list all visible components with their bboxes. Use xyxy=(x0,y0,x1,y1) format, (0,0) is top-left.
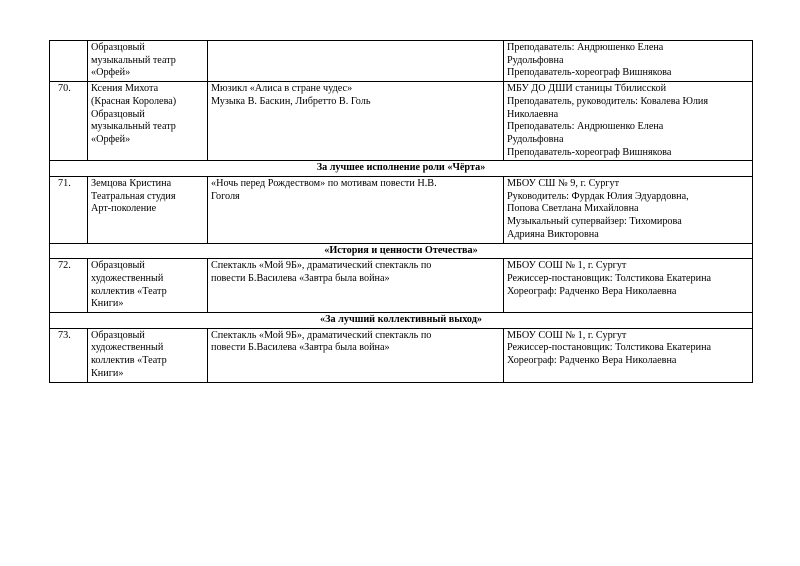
organization-line: Преподаватель: Андрюшенко Елена xyxy=(507,42,664,53)
organization-line: Режиссер-постановщик: Толстикова Екатерина xyxy=(507,272,712,284)
table-row xyxy=(50,328,753,382)
participant-line: Книги» xyxy=(91,298,124,310)
participant-cell xyxy=(88,82,208,161)
row-number: 70. xyxy=(50,82,88,161)
work-cell xyxy=(208,259,504,313)
organization-cell xyxy=(504,177,753,244)
organization-cell xyxy=(504,41,753,82)
awards-table-body xyxy=(50,41,753,383)
organization-cell xyxy=(504,82,753,161)
participant-line: музыкальный театр xyxy=(91,121,176,133)
category-title: За лучшее исполнение роли «Чёрта» xyxy=(50,161,753,177)
organization-cell xyxy=(504,328,753,382)
category-title: «История и ценности Отечества» xyxy=(50,243,753,259)
row-number: 73. xyxy=(50,328,88,382)
organization-line: Рудольфовна xyxy=(507,54,564,66)
organization-line: МБОУ СШ № 9, г. Сургут xyxy=(507,178,620,190)
participant-line: Образцовый xyxy=(91,260,145,272)
participant-line: (Красная Королева) xyxy=(91,95,177,107)
participant-cell xyxy=(88,259,208,313)
row-number: 72. xyxy=(50,259,88,313)
work-line: Спектакль «Мой 9Б», драматический спектакль по xyxy=(211,260,432,272)
work-cell xyxy=(208,82,504,161)
organization-line: Адрияна Викторовна xyxy=(507,228,599,240)
row-number xyxy=(50,41,88,82)
work-line: повести Б.Василева «Завтра была война» xyxy=(211,342,390,354)
awards-table xyxy=(49,40,753,383)
table-row xyxy=(50,177,753,244)
row-number: 71. xyxy=(50,177,88,244)
work-cell xyxy=(208,41,504,82)
work-cell xyxy=(208,328,504,382)
table-row xyxy=(50,259,753,313)
work-line: Музыка В. Баскин, Либретто В. Голь xyxy=(211,95,371,107)
organization-line: МБОУ СОШ № 1, г. Сургут xyxy=(507,329,627,341)
participant-line: музыкальный театр xyxy=(91,54,176,66)
work-line: Спектакль «Мой 9Б», драматический спектакль по xyxy=(211,329,432,341)
participant-cell xyxy=(88,328,208,382)
participant-cell xyxy=(88,41,208,82)
category-row xyxy=(50,161,753,177)
organization-line: МБОУ СОШ № 1, г. Сургут xyxy=(507,260,627,272)
work-line: Мюзикл «Алиса в стране чудес» xyxy=(211,83,353,95)
organization-line: Преподаватель-хореограф Вишнякова xyxy=(507,146,672,158)
participant-line: художественный xyxy=(91,272,164,284)
work-cell xyxy=(208,177,504,244)
organization-line: Музыкальный супервайзер: Тихомирова xyxy=(507,216,682,228)
organization-line: Руководитель: Фурдак Юлия Эдуардовна, xyxy=(507,190,689,202)
organization-line: Рудольфовна xyxy=(507,133,564,145)
organization-cell xyxy=(504,259,753,313)
organization-line: Преподаватель-хореограф Вишнякова xyxy=(507,67,672,79)
organization-line: Попова Светлана Михайловна xyxy=(507,203,639,215)
category-title: «За лучший коллективный выход» xyxy=(50,313,753,329)
participant-line: «Орфей» xyxy=(91,67,131,79)
participant-line: Театральная студия xyxy=(91,190,176,202)
category-row xyxy=(50,313,753,329)
organization-line: Режиссер-постановщик: Толстикова Екатерина xyxy=(507,342,712,354)
category-row xyxy=(50,243,753,259)
participant-cell xyxy=(88,177,208,244)
participant-line: коллектив «Театр xyxy=(91,285,167,297)
organization-line: Преподаватель, руководитель: Ковалева Юлия xyxy=(507,95,709,107)
table-row xyxy=(50,41,753,82)
organization-line: МБУ ДО ДШИ станицы Тбилисской xyxy=(507,83,667,95)
participant-line: Арт-поколение xyxy=(91,203,157,215)
organization-line: Хореограф: Радченко Вера Николаевна xyxy=(507,285,677,297)
participant-line: «Орфей» xyxy=(91,133,131,145)
participant-line: Образцовый xyxy=(91,329,145,341)
work-line: Гоголя xyxy=(211,190,240,202)
participant-line: Ксения Михота xyxy=(91,83,159,95)
organization-line: Хореограф: Радченко Вера Николаевна xyxy=(507,355,677,367)
participant-line: художественный xyxy=(91,342,164,354)
participant-line: коллектив «Театр xyxy=(91,355,167,367)
participant-line: Земцова Кристина xyxy=(91,178,172,190)
participant-line: Образцовый xyxy=(91,42,145,53)
organization-line: Преподаватель: Андрюшенко Елена xyxy=(507,121,664,133)
participant-line: Книги» xyxy=(91,367,124,379)
participant-line: Образцовый xyxy=(91,108,145,120)
table-row xyxy=(50,82,753,161)
work-line: «Ночь перед Рождеством» по мотивам повести Н.В. xyxy=(211,178,437,190)
organization-line: Николаевна xyxy=(507,108,559,120)
work-line: повести Б.Василева «Завтра была война» xyxy=(211,272,390,284)
